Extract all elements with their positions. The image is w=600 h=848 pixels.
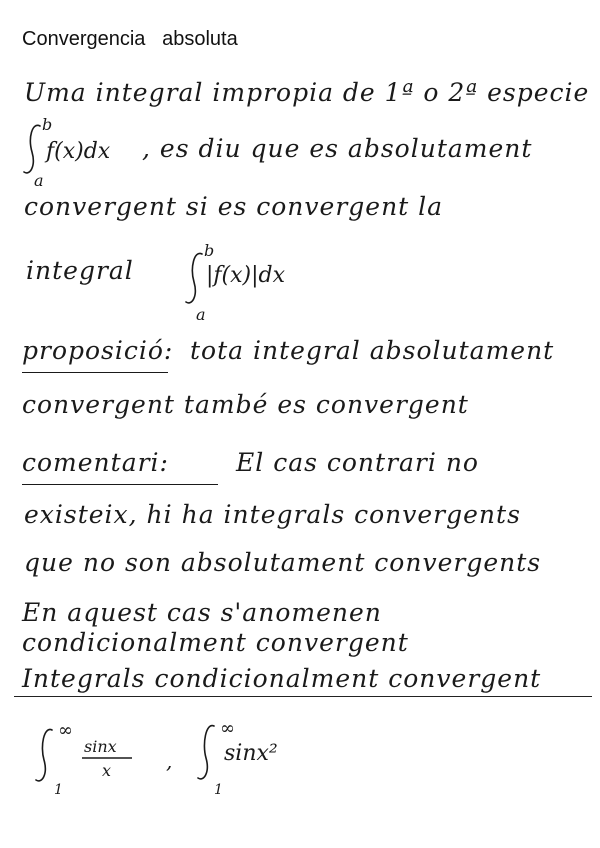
integral-sign [24, 125, 40, 173]
example-separator: , [166, 749, 173, 773]
text-line-7: El cas contrari no [236, 448, 479, 477]
text-line-12: Integrals condicionalment convergent [22, 664, 542, 693]
text-line-6: convergent també es convergent [22, 390, 469, 419]
text-line-1: Uma integral impropia de 1ª o 2ª especie [24, 78, 590, 107]
integral-sign [186, 253, 202, 302]
integral-upper-limit: ∞ [220, 718, 235, 739]
integral-lower-limit: 1 [214, 782, 223, 798]
fraction-numerator: sinx [84, 737, 117, 756]
integral-f-x [18, 115, 138, 190]
integral-upper-limit: ∞ [58, 720, 73, 741]
integral-sign [198, 726, 214, 779]
comentari-underline [22, 484, 218, 485]
integral-upper-limit: b [204, 241, 215, 260]
text-line-9: que no son absolutament convergents [24, 548, 542, 577]
page-title: Convergencia absoluta [22, 28, 238, 50]
integral-upper-limit: b [42, 115, 53, 134]
integral-integrand: sinx² [224, 741, 278, 766]
text-line-11: condicionalment convergent [22, 628, 409, 657]
integral-integrand: f(x)dx [46, 139, 111, 164]
example-integral-sinx-squared [196, 714, 356, 798]
integral-integrand: |f(x)|dx [206, 263, 286, 288]
integral-sign [36, 729, 52, 780]
text-line-10: En aquest cas s'anomenen [22, 598, 382, 627]
integral-lower-limit: a [34, 171, 44, 190]
integral-lower-limit: a [196, 305, 206, 324]
fraction-denominator: x [102, 761, 112, 780]
comentari-label: comentari: [22, 448, 169, 477]
integral-lower-limit: 1 [54, 782, 63, 798]
example-integral-sinx-over-x [34, 718, 184, 798]
text-line-5: tota integral absolutament [190, 336, 555, 365]
text-line-2: , es diu que es absolutament [142, 134, 533, 163]
separator-line [14, 696, 592, 697]
proposicio-label: proposició: [22, 336, 174, 365]
text-line-3: convergent si es convergent la [24, 192, 444, 221]
integral-abs-f-x [182, 241, 352, 324]
text-line-4: integral [26, 256, 134, 285]
text-line-8: existeix, hi ha integrals convergents [24, 500, 521, 529]
proposicio-underline [22, 372, 168, 373]
